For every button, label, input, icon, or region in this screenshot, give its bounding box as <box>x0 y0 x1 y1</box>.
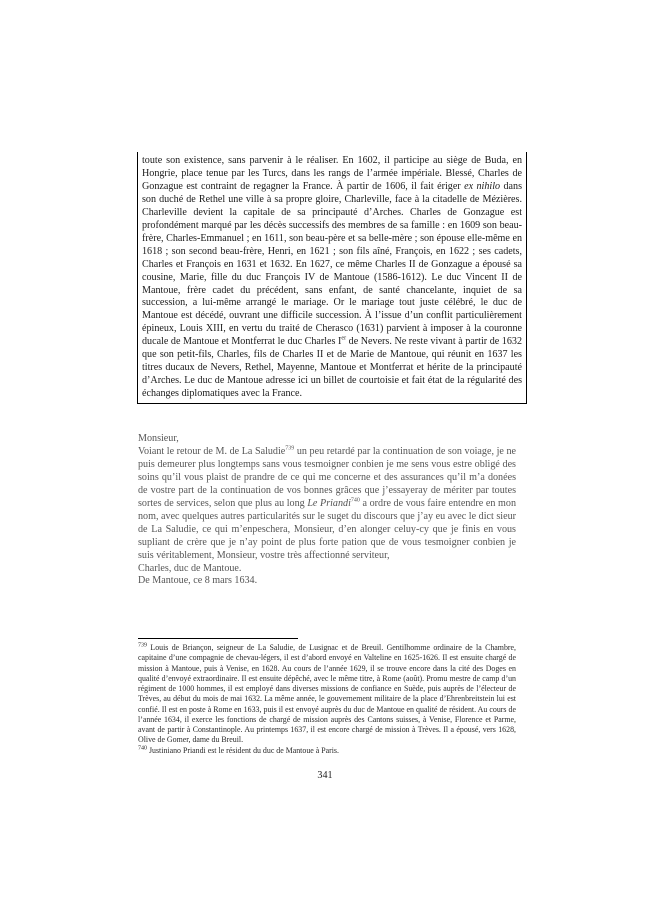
footnote-number: 740 <box>138 744 147 751</box>
letter-body-text-1: Voiant le retour de M. de La Saludie <box>138 445 286 457</box>
boxed-introduction <box>137 152 527 404</box>
footnote-740 <box>138 746 516 756</box>
footnote-ref-740: 740 <box>350 497 360 504</box>
letter-body-text-3: a ordre de vous faire entendre en mon nom, avec quelques autres particularités sur le suget du discours que j’ay eu avec le dict sieur de La Saludie, ce qui m’enpeschera, Monsieur, d’en alonger celuy-cy que je finis en vous supliant de crère que je n’ay point de plus forte pation que de vous tesmoigner conbien je suis véritablement, Monsieur, vostre très affectionné serviteur, <box>138 497 516 561</box>
footnote-739 <box>138 643 516 746</box>
footnote-ref-739: 739 <box>285 445 295 452</box>
footnote-separator <box>138 638 298 639</box>
page-number: 341 <box>317 770 333 781</box>
letter-text <box>138 433 516 588</box>
footnotes <box>138 643 516 756</box>
intro-text-3: de Nevers. Ne reste vivant à partir de 1632 que son petit-fils, Charles, fils de Charles II et de Marie de Mantoue, qui réunit en 1637 les titres ducaux de Nevers, Rethel, Mayenne, Mantoue et Montferrat et hérite de la principauté d’Arches. Le duc de Mantoue adresse ici un billet de courtoisie et fait état de la régularité des échanges diplomatiques avec la France. <box>142 336 522 400</box>
intro-superscript: er <box>341 335 347 342</box>
intro-text-1: toute son existence, sans parvenir à le réaliser. En 1602, il participe au siège de Buda, en Hongrie, place tenue par les Turcs, dans les rangs de l’armée impériale. Blessé, Charles de Gonzague est contraint de regagner la France. À partir de 1606, il fait ériger <box>142 155 522 192</box>
footnote-number: 739 <box>138 642 147 649</box>
footnote-text: Louis de Briançon, seigneur de La Saludie, de Lusignac et de Breuil. Gentilhomme ordinaire de la Chambre, capitaine d’une compagnie de chevau-légers, il est d’abord envoyé en Valteline en 1625-1626. Il est ensuite chargé de mission à Mantoue, puis à Venise, en 1628. Au cours de l’année 1629, il se trouve encore dans la cité des Doges en qualité d’envoyé extraordinaire. Il est ensuite dépêché, avec le même titre, à Rome (août). Promu mestre de camp d’un régiment de 1000 hommes, il est employé dans diverses missions de confiance en Suède, puis auprès de l’électeur de Trèves, au début du mois de mai 1632. La même année, le gouvernement militaire de la place d’Ehrenbreitstein lui est confié. Il est en poste à Rome en 1633, puis il est envoyé auprès du duc de Mantoue en qualité de résident. Au cours de l’année 1634, il exerce les fonctions de chargé de mission auprès des Cantons suisses, à Venise, Florence et Parme, avant de partir à Constantinople. Au printemps 1637, il est encore chargé de mission à Trèves. Il a épousé, vers 1628, Olive de Gomer, dame du Breuil. <box>138 643 516 745</box>
introduction-paragraph <box>142 155 522 401</box>
letter-signature: Charles, duc de Mantoue. <box>138 562 242 574</box>
letter-body-text-2: un peu retardé par la continuation de son voiage, je ne puis demeurer plus longtemps sans vous tesmoigner conbien je me sens vous estre obligé des soins qu’il vous plaist de prandre de ce qui me concerne et des assurances qu’il m’a donées de vostre part de la continuation de vos bonnes grâces que j’essayeray de mériter par toutes sortes de services, selon que plus au long <box>138 445 516 509</box>
intro-text-2: dans son duché de Rethel une ville à sa propre gloire, Charleville, face à la citadelle de Mézières. Charleville devient la capitale de sa principauté d’Arches. Charles de Gonzague est profondément marqué par les décès successifs des membres de sa famille : en 1609 son beau-frère, Charles-Emmanuel ; en 1611, son beau-père et sa belle-mère ; son épouse elle-même en 1618 ; son second beau-frère, Henri, en 1621 ; son fils aîné, François, en 1622 ; ses cadets, Charles et François en 1631 et 1632. En 1627, ce même Charles II de Gonzague a épousé sa cousine, Marie, fille du duc François IV de Mantoue (1586-1612). Le duc Vincent II de Mantoue, frère cadet du précédent, sans enfant, de santé chancelante, inquiet de sa succession, a lui-même arrangé le mariage. Or le mariage tout juste célébré, le duc de Mantoue est décédé, ouvrant une difficile succession. À l’issue d’un conflit particulièrement épineux, Louis XIII, en vertu du traité de Cherasco (1631) parvient à imposer à la couronne ducale de Mantoue et Montferrat le duc Charles I <box>142 180 522 348</box>
footnote-text: Justiniano Priandi est le résident du duc de Mantoue à Paris. <box>147 745 339 755</box>
letter-italic-name: Le Priandi <box>307 497 351 509</box>
letter-salutation: Monsieur, <box>138 433 179 444</box>
letter-dateline: De Mantoue, ce 8 mars 1634. <box>138 575 258 587</box>
letter-body <box>138 446 516 563</box>
intro-italic-term: ex nihilo <box>464 180 501 192</box>
